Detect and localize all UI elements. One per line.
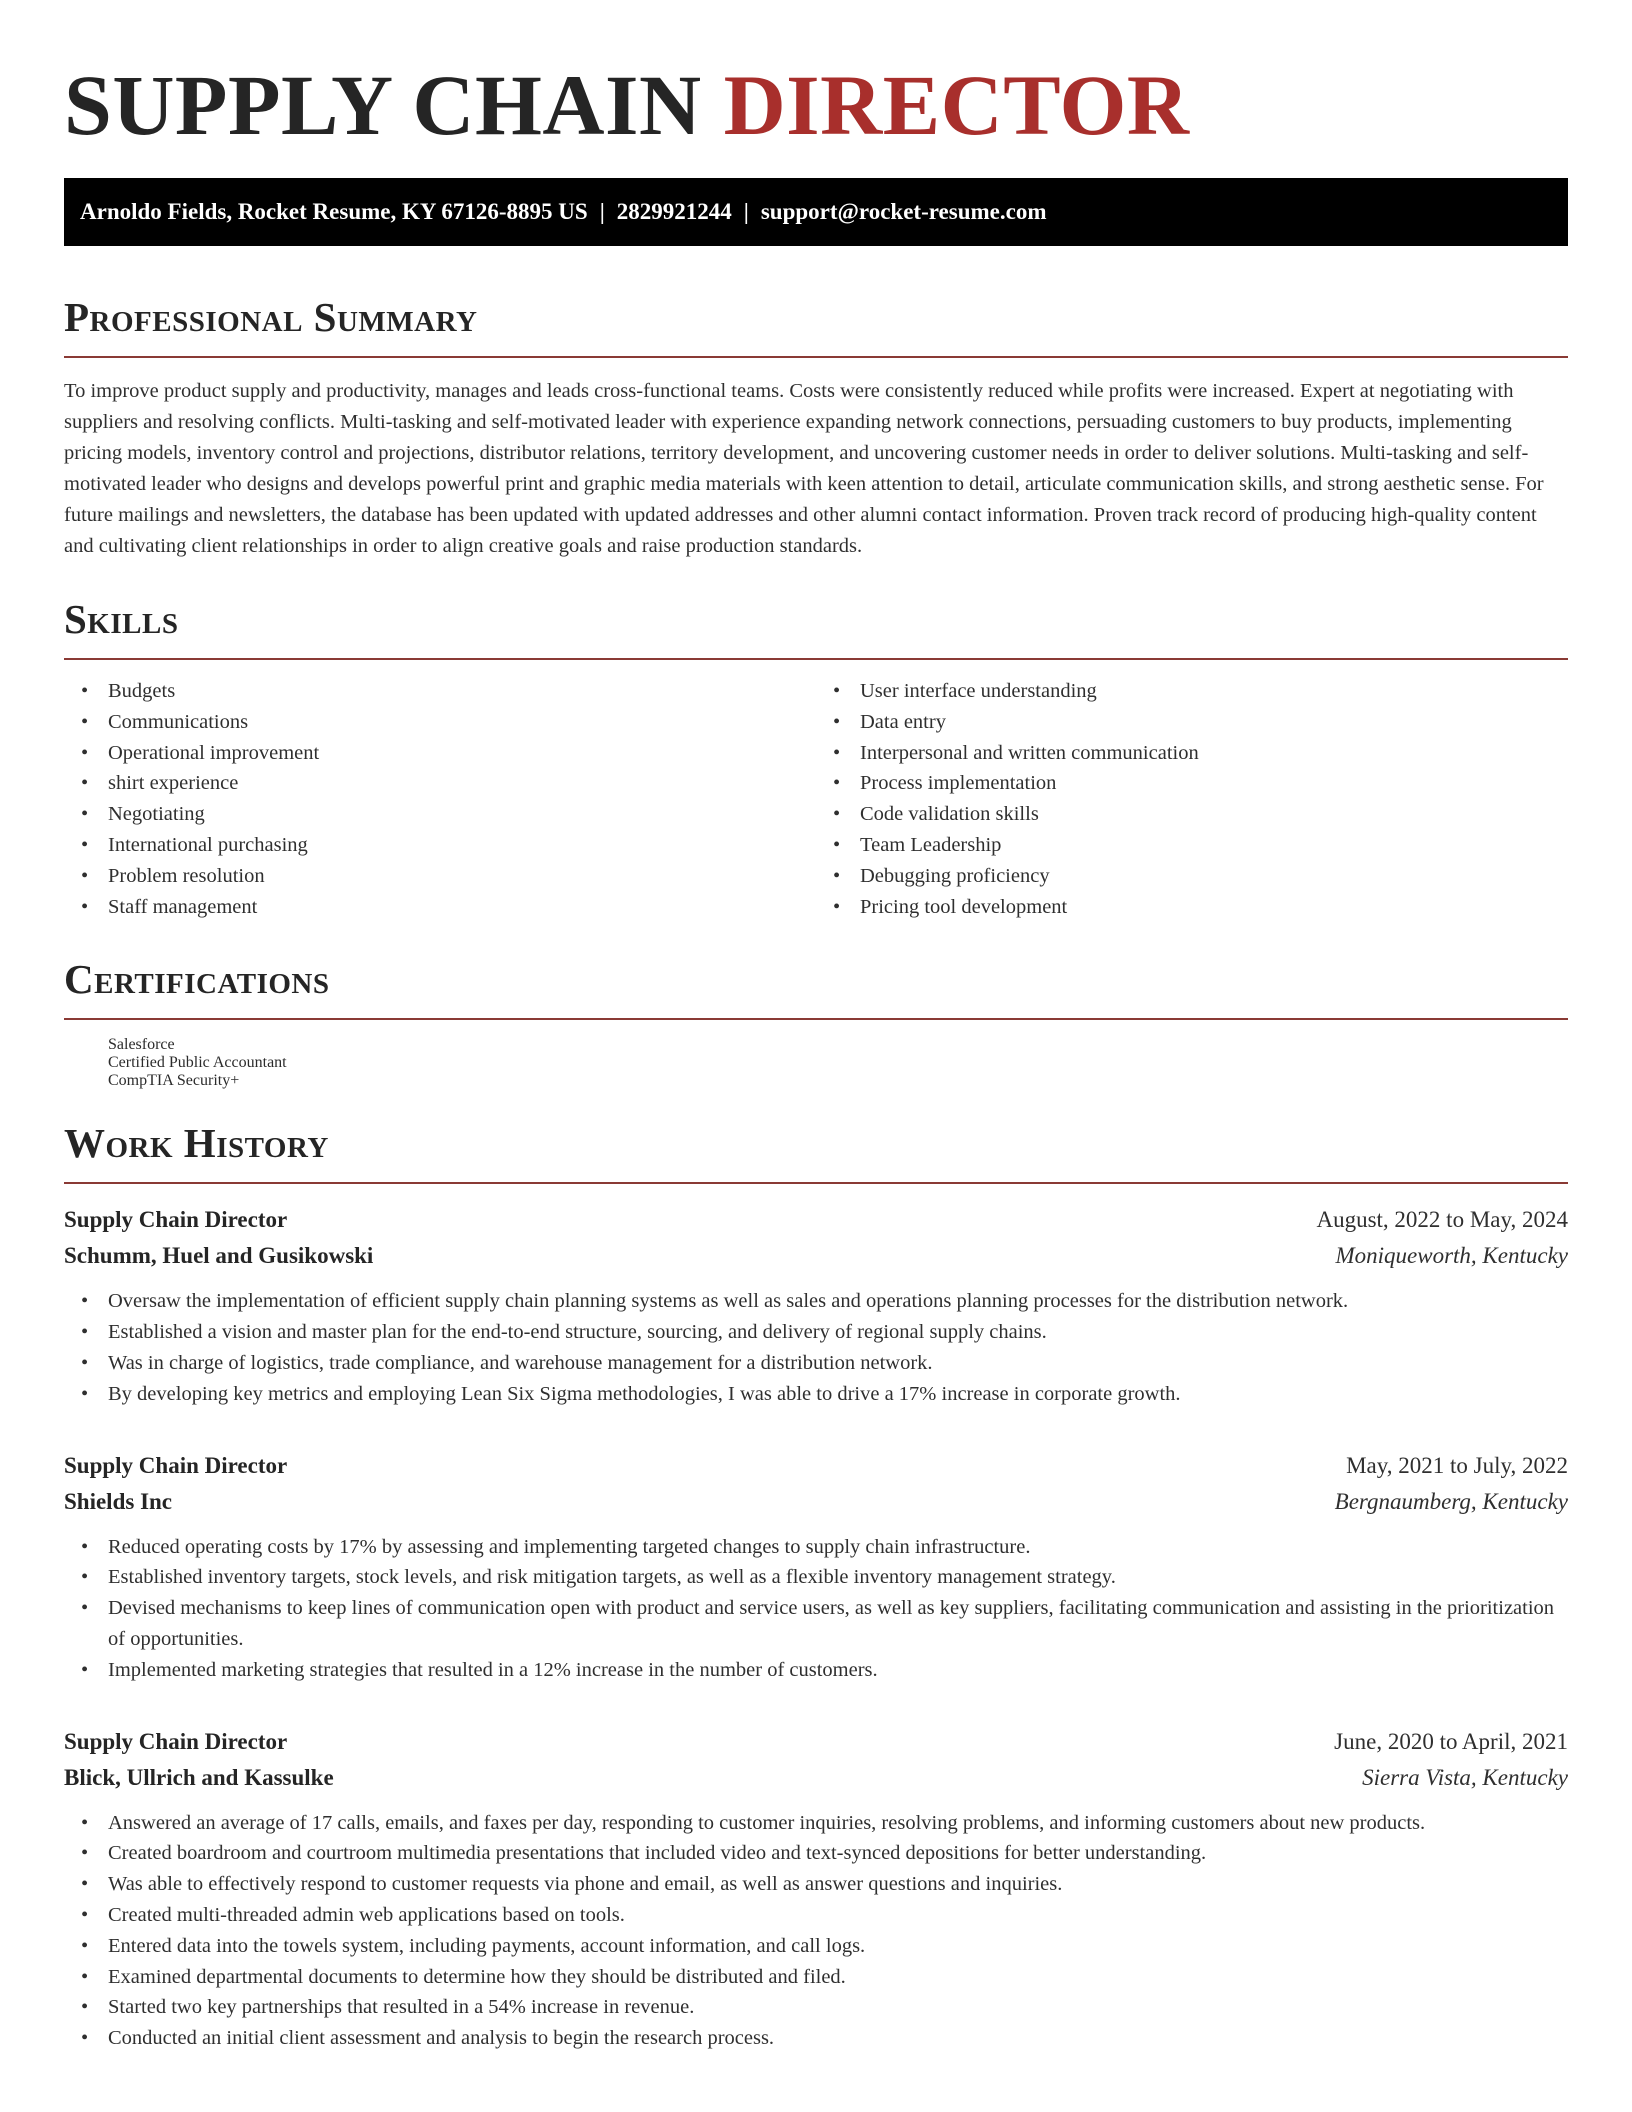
certification-item: Salesforce bbox=[108, 1036, 175, 1054]
job-entry bbox=[64, 1448, 1568, 1686]
certifications-list bbox=[64, 1036, 1568, 1090]
job-bullet: • Was in charge of logistics, trade compliance, and warehouse management for a distribution network. bbox=[108, 1348, 1568, 1379]
job-bullet: • Conducted an initial client assessment and analysis to begin the research process. bbox=[108, 2023, 1568, 2054]
job-title: Supply Chain Director bbox=[64, 1207, 288, 1233]
skill-item: • Communications bbox=[108, 707, 816, 738]
skills-heading: Skills bbox=[64, 596, 179, 642]
job-location: Bergnaumberg, Kentucky bbox=[1334, 1488, 1568, 1514]
skills-list-left bbox=[64, 676, 816, 922]
skill-item: • Interpersonal and written communication bbox=[860, 738, 1568, 769]
skill-item: • Staff management bbox=[108, 892, 816, 923]
job-bullet: • Was able to effectively respond to customer requests via phone and email, as well as answer questions and inquiries. bbox=[108, 1869, 1568, 1900]
section-divider bbox=[64, 356, 1568, 358]
job-location: Sierra Vista, Kentucky bbox=[1362, 1764, 1568, 1790]
work-history-section bbox=[64, 1120, 1568, 2054]
job-bullet: • Started two key partnerships that resulted in a 54% increase in revenue. bbox=[108, 1992, 1568, 2023]
skill-item: • Negotiating bbox=[108, 799, 816, 830]
skill-item: • User interface understanding bbox=[860, 676, 1568, 707]
skill-item: • Operational improvement bbox=[108, 738, 816, 769]
job-entry bbox=[64, 1724, 1568, 2054]
certifications-heading: Certifications bbox=[64, 956, 330, 1003]
job-company: Blick, Ullrich and Kassulke bbox=[64, 1764, 334, 1790]
certifications-section bbox=[64, 956, 1568, 1090]
skills-list-right bbox=[816, 676, 1568, 922]
contact-phone[interactable]: 2829921244 bbox=[616, 199, 732, 224]
job-bullet: • Answered an average of 17 calls, emails, and faxes per day, responding to customer inquiries, resolving problems, and informing customers about new products. bbox=[108, 1808, 1568, 1839]
job-location: Moniqueworth, Kentucky bbox=[1335, 1243, 1568, 1269]
contact-bar bbox=[64, 178, 1568, 246]
skill-item: • Problem resolution bbox=[108, 861, 816, 892]
certification-item: Certified Public Accountant bbox=[108, 1054, 287, 1072]
summary-text: To improve product supply and productivity, manages and leads cross-functional teams. Costs were consistently reduced while profits were increased. Expert at negotiating with suppliers and resolving conflicts. Multi-tasking and self-motivated leader with experience expanding network connections, persuading customers to buy products, implementing pricing models, inventory control and projections, distributor relations, territory development, and uncovering customer needs in order to deliver solutions. Multi-tasking and self-motivated leader who designs and develops powerful print and graphic media materials with keen attention to detail, articulate communication skills, and strong aesthetic sense. For future mailings and newsletters, the database has been updated with updated addresses and other alumni contact information. Proven track record of producing high-quality content and cultivating client relationships in order to align creative goals and raise production standards. bbox=[64, 380, 1544, 557]
job-title: Supply Chain Director bbox=[64, 1452, 288, 1478]
summary-heading: Professional Summary bbox=[64, 294, 478, 340]
job-bullet: • Oversaw the implementation of efficient supply chain planning systems as well as sales and operations planning processes for the distribution network. bbox=[108, 1286, 1568, 1317]
job-bullet: • Examined departmental documents to determine how they should be distributed and filed. bbox=[108, 1962, 1568, 1993]
job-dates: June, 2020 to April, 2021 bbox=[1334, 1728, 1568, 1754]
skill-item: • Pricing tool development bbox=[860, 892, 1568, 923]
section-divider bbox=[64, 658, 1568, 660]
job-bullet: • Established inventory targets, stock levels, and risk mitigation targets, as well as a flexible inventory management strategy. bbox=[108, 1562, 1568, 1593]
work-history-heading: Work History bbox=[64, 1120, 329, 1167]
skills-grid bbox=[64, 676, 1568, 922]
job-company: Schumm, Huel and Gusikowski bbox=[64, 1243, 374, 1269]
page-title bbox=[64, 0, 1568, 154]
skill-item: • Budgets bbox=[108, 676, 816, 707]
job-company: Shields Inc bbox=[64, 1488, 173, 1514]
job-bullet: • Created boardroom and courtroom multimedia presentations that included video and text-synced depositions for better understanding. bbox=[108, 1838, 1568, 1869]
summary-section bbox=[64, 294, 1568, 562]
section-divider bbox=[64, 1182, 1568, 1184]
title-accent: DIRECTOR bbox=[723, 57, 1190, 153]
job-bullet: • Devised mechanisms to keep lines of communication open with product and service users, as well as key suppliers, facilitating communication and assisting in the prioritization of opportunities. bbox=[108, 1593, 1568, 1655]
skill-item: • Data entry bbox=[860, 707, 1568, 738]
contact-separator: | bbox=[599, 199, 605, 224]
job-bullets bbox=[64, 1808, 1568, 2054]
contact-address: Arnoldo Fields, Rocket Resume, KY 67126-8895 US bbox=[80, 199, 588, 224]
job-bullets bbox=[64, 1286, 1568, 1409]
job-dates: August, 2022 to May, 2024 bbox=[1316, 1207, 1568, 1233]
skill-item: • Team Leadership bbox=[860, 830, 1568, 861]
skill-item: • Process implementation bbox=[860, 768, 1568, 799]
section-divider bbox=[64, 1018, 1568, 1020]
job-bullet: • By developing key metrics and employing Lean Six Sigma methodologies, I was able to drive a 17% increase in corporate growth. bbox=[108, 1379, 1568, 1410]
job-title: Supply Chain Director bbox=[64, 1728, 288, 1754]
job-bullets bbox=[64, 1532, 1568, 1686]
title-main: SUPPLY CHAIN bbox=[64, 57, 724, 153]
job-bullet: • Implemented marketing strategies that resulted in a 12% increase in the number of customers. bbox=[108, 1655, 1568, 1686]
skill-item: • Debugging proficiency bbox=[860, 861, 1568, 892]
skill-item: • Code validation skills bbox=[860, 799, 1568, 830]
job-bullet: • Established a vision and master plan for the end-to-end structure, sourcing, and delivery of regional supply chains. bbox=[108, 1317, 1568, 1348]
job-bullet: • Entered data into the towels system, including payments, account information, and call logs. bbox=[108, 1931, 1568, 1962]
job-entry bbox=[64, 1202, 1568, 1409]
job-bullet: • Created multi-threaded admin web applications based on tools. bbox=[108, 1900, 1568, 1931]
skill-item: • shirt experience bbox=[108, 768, 816, 799]
certification-item: CompTIA Security+ bbox=[108, 1072, 240, 1090]
job-bullet: • Reduced operating costs by 17% by assessing and implementing targeted changes to supply chain infrastructure. bbox=[108, 1532, 1568, 1563]
contact-email[interactable]: support@rocket-resume.com bbox=[760, 199, 1047, 224]
contact-separator: | bbox=[743, 199, 749, 224]
skill-item: • International purchasing bbox=[108, 830, 816, 861]
skills-section bbox=[64, 596, 1568, 922]
job-dates: May, 2021 to July, 2022 bbox=[1346, 1452, 1568, 1478]
